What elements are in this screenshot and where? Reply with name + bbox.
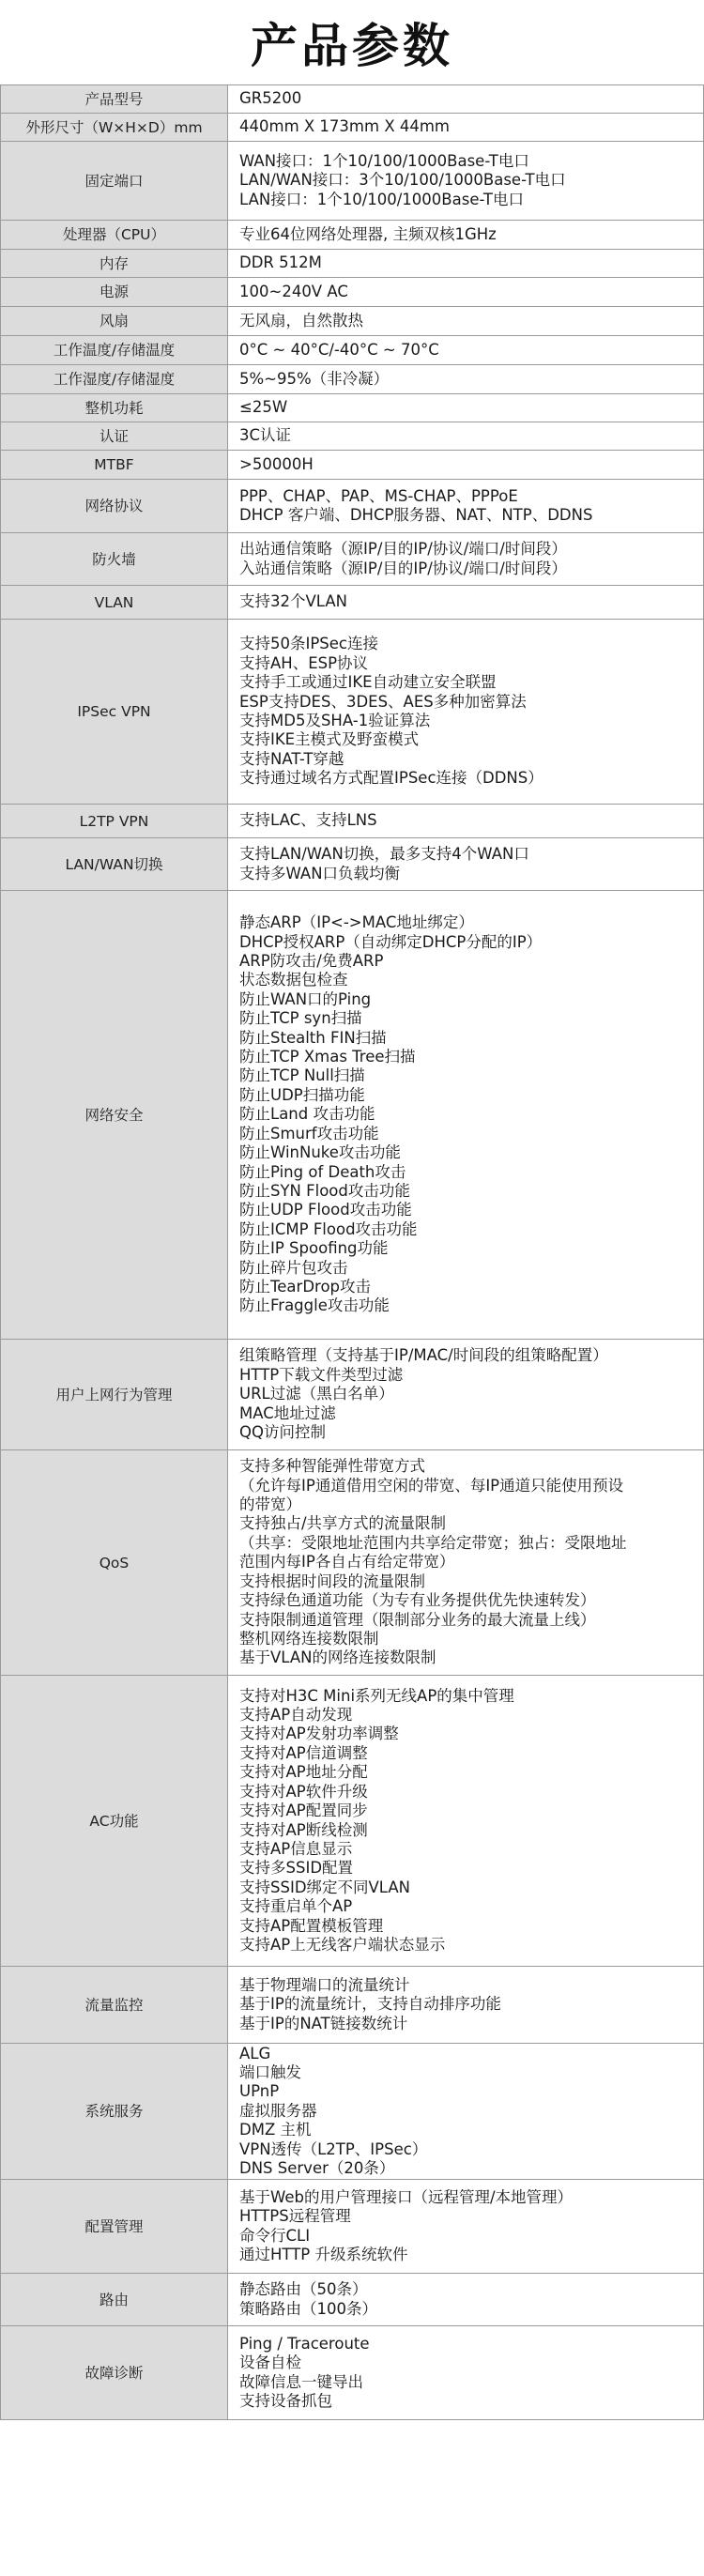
spec-value-line: 防止Fraggle攻击功能 xyxy=(239,1296,390,1315)
spec-value-line: DDR 512M xyxy=(239,253,322,272)
spec-label: AC功能 xyxy=(1,1676,228,1967)
spec-value xyxy=(228,142,704,221)
spec-row xyxy=(1,1676,704,1967)
spec-value-line: 端口触发 xyxy=(239,2062,301,2081)
spec-row xyxy=(1,250,704,278)
spec-label: 用户上网行为管理 xyxy=(1,1340,228,1450)
spec-value xyxy=(228,2274,704,2326)
spec-value-line: 支持50条IPSec连接 xyxy=(239,635,379,653)
spec-row xyxy=(1,1340,704,1450)
page-title: 产品参数 xyxy=(251,19,453,73)
spec-label: 风扇 xyxy=(1,307,228,336)
spec-value-line: 防止UDP扫描功能 xyxy=(239,1085,365,1104)
spec-label: 固定端口 xyxy=(1,142,228,221)
spec-label: QoS xyxy=(1,1450,228,1676)
spec-value-line: 通过HTTP 升级系统软件 xyxy=(239,2245,408,2263)
spec-value xyxy=(228,891,704,1340)
spec-value-line: URL过滤（黑白名单） xyxy=(239,1385,394,1403)
spec-label: 工作温度/存储温度 xyxy=(1,336,228,365)
spec-value-line: 支持AP自动发现 xyxy=(239,1706,353,1725)
spec-value-line: 100~240V AC xyxy=(239,282,348,300)
spec-label: 防火墙 xyxy=(1,533,228,586)
spec-value-line: MAC地址过滤 xyxy=(239,1403,336,1422)
spec-value xyxy=(228,221,704,250)
spec-value-line: ALG xyxy=(239,2044,271,2062)
spec-value-line: DHCP 客户端、DHCP服务器、NAT、NTP、DDNS xyxy=(239,506,593,524)
spec-value xyxy=(228,307,704,336)
spec-value-line: 支持手工或通过IKE自动建立安全联盟 xyxy=(239,673,497,692)
spec-label: 电源 xyxy=(1,278,228,307)
spec-row xyxy=(1,336,704,365)
spec-value-line: 防止Stealth FIN扫描 xyxy=(239,1028,387,1047)
spec-value-line: 设备自检 xyxy=(239,2354,301,2372)
spec-label: VLAN xyxy=(1,586,228,620)
spec-label: 故障诊断 xyxy=(1,2326,228,2420)
spec-row xyxy=(1,422,704,451)
spec-value-line: ESP支持DES、3DES、AES多种加密算法 xyxy=(239,692,527,711)
spec-value-line: 基于VLAN的网络连接数限制 xyxy=(239,1648,436,1667)
spec-value-line: 静态路由（50条） xyxy=(239,2280,368,2299)
spec-value-line: 支持AP信息显示 xyxy=(239,1839,353,1858)
spec-value-line: 支持LAN/WAN切换，最多支持4个WAN口 xyxy=(239,845,529,864)
spec-value-line: 支持通过域名方式配置IPSec连接（DDNS） xyxy=(239,769,543,788)
spec-row xyxy=(1,1450,704,1676)
spec-value-line: QQ访问控制 xyxy=(239,1423,326,1442)
spec-value xyxy=(228,422,704,451)
spec-value-line: 支持多WAN口负载均衡 xyxy=(239,864,401,882)
spec-table-body xyxy=(1,85,704,2420)
spec-value-line: 防止Ping of Death攻击 xyxy=(239,1162,406,1181)
spec-row xyxy=(1,221,704,250)
spec-value-line: 防止WinNuke攻击功能 xyxy=(239,1143,401,1162)
spec-value-line: DNS Server（20条） xyxy=(239,2159,395,2178)
spec-row xyxy=(1,307,704,336)
spec-value-line: 防止SYN Flood攻击功能 xyxy=(239,1181,410,1200)
spec-value xyxy=(228,114,704,142)
spec-value-line: 防止WAN口的Ping xyxy=(239,989,372,1008)
spec-row xyxy=(1,838,704,891)
spec-value-line: 整机网络连接数限制 xyxy=(239,1629,379,1648)
spec-value-line: 支持NAT-T穿越 xyxy=(239,749,344,768)
spec-value-line: 命令行CLI xyxy=(239,2226,311,2245)
spec-value-line: LAN接口：1个10/100/1000Base-T电口 xyxy=(239,190,524,208)
spec-value xyxy=(228,336,704,365)
spec-value-line: 支持AP上无线客户端状态显示 xyxy=(239,1935,446,1954)
spec-label: 处理器（CPU） xyxy=(1,221,228,250)
spec-value xyxy=(228,2326,704,2420)
spec-value-line: 范围内每IP各自占有给定带宽） xyxy=(239,1553,455,1572)
spec-value-line: 基于IP的流量统计，支持自动排序功能 xyxy=(239,1995,501,2014)
spec-label: MTBF xyxy=(1,451,228,480)
spec-row xyxy=(1,891,704,1340)
spec-label: 系统服务 xyxy=(1,2044,228,2180)
spec-value-line: 0°C ~ 40°C/-40°C ~ 70°C xyxy=(239,340,439,359)
spec-value-line: 支持多SSID配置 xyxy=(239,1859,354,1878)
spec-value xyxy=(228,480,704,533)
spec-value-line: 防止UDP Flood攻击功能 xyxy=(239,1201,412,1219)
spec-value-line: 支持绿色通道功能（为专有业务提供优先快速转发） xyxy=(239,1591,596,1610)
spec-value-line: Ping / Traceroute xyxy=(239,2334,370,2353)
spec-value xyxy=(228,586,704,620)
spec-value-line: 支持对AP地址分配 xyxy=(239,1763,368,1782)
spec-value-line: 防止IP Spoofing功能 xyxy=(239,1239,389,1258)
spec-label: 工作湿度/存储湿度 xyxy=(1,365,228,394)
spec-label: 网络安全 xyxy=(1,891,228,1340)
spec-value xyxy=(228,1967,704,2044)
spec-value-line: 静态ARP（IP<->MAC地址绑定） xyxy=(239,913,474,932)
spec-row xyxy=(1,85,704,114)
spec-value-line: 虚拟服务器 xyxy=(239,2101,317,2120)
spec-value-line: 支持SSID绑定不同VLAN xyxy=(239,1878,411,1896)
spec-value xyxy=(228,250,704,278)
spec-value-line: 状态数据包检查 xyxy=(239,971,348,989)
spec-value-line: 的带宽） xyxy=(239,1495,301,1514)
spec-row xyxy=(1,394,704,422)
spec-value-line: DHCP授权ARP（自动绑定DHCP分配的IP） xyxy=(239,932,543,951)
spec-value-line: ARP防攻击/免费ARP xyxy=(239,952,384,971)
spec-value-line: 防止TearDrop攻击 xyxy=(239,1277,372,1296)
spec-value-line: ≤25W xyxy=(239,398,288,417)
spec-value-line: 组策略管理（支持基于IP/MAC/时间段的组策略配置） xyxy=(239,1346,608,1365)
spec-row xyxy=(1,533,704,586)
spec-label: 产品型号 xyxy=(1,85,228,114)
spec-value-line: 入站通信策略（源IP/目的IP/协议/端口/时间段） xyxy=(239,559,567,577)
spec-value xyxy=(228,1340,704,1450)
spec-value-line: 支持AP配置模板管理 xyxy=(239,1916,384,1935)
spec-label: 流量监控 xyxy=(1,1967,228,2044)
spec-value-line: UPnP xyxy=(239,2082,280,2101)
spec-value xyxy=(228,2180,704,2274)
spec-value-line: 策略路由（100条） xyxy=(239,2299,377,2318)
spec-value-line: PPP、CHAP、PAP、MS-CHAP、PPPoE xyxy=(239,486,518,505)
spec-value-line: 防止ICMP Flood攻击功能 xyxy=(239,1219,418,1238)
spec-row xyxy=(1,2274,704,2326)
spec-value-line: HTTPS远程管理 xyxy=(239,2207,351,2226)
spec-value xyxy=(228,838,704,891)
spec-row xyxy=(1,278,704,307)
spec-value xyxy=(228,278,704,307)
spec-value-line: WAN接口：1个10/100/1000Base-T电口 xyxy=(239,151,529,170)
spec-label: 配置管理 xyxy=(1,2180,228,2274)
spec-value xyxy=(228,2044,704,2180)
spec-row xyxy=(1,620,704,805)
spec-value-line: （允许每IP通道借用空闲的带宽、每IP通道只能使用预设 xyxy=(239,1476,624,1495)
spec-value-line: HTTP下载文件类型过滤 xyxy=(239,1365,404,1384)
spec-value-line: 支持对H3C Mini系列无线AP的集中管理 xyxy=(239,1686,514,1705)
spec-value-line: 支持根据时间段的流量限制 xyxy=(239,1572,425,1590)
spec-value-line: 支持对AP软件升级 xyxy=(239,1782,368,1801)
spec-row xyxy=(1,1967,704,2044)
spec-value-line: （共享：受限地址范围内共享给定带宽；独占：受限地址 xyxy=(239,1533,627,1552)
spec-label: L2TP VPN xyxy=(1,805,228,838)
spec-row xyxy=(1,451,704,480)
spec-value-line: 支持MD5及SHA-1验证算法 xyxy=(239,712,431,729)
spec-value-line: 基于Web的用户管理接口（远程管理/本地管理） xyxy=(239,2187,574,2206)
spec-label: 路由 xyxy=(1,2274,228,2326)
spec-label: 认证 xyxy=(1,422,228,451)
spec-value-line: 支持限制通道管理（限制部分业务的最大流量上线） xyxy=(239,1610,596,1629)
spec-row xyxy=(1,805,704,838)
spec-value-line: LAN/WAN接口：3个10/100/1000Base-T电口 xyxy=(239,171,566,190)
spec-value-line: 基于IP的NAT链接数统计 xyxy=(239,2014,408,2032)
spec-label: 网络协议 xyxy=(1,480,228,533)
spec-value-line: 防止Smurf攻击功能 xyxy=(239,1124,379,1142)
spec-value-line: 支持对AP信道调整 xyxy=(239,1743,368,1762)
spec-row xyxy=(1,480,704,533)
spec-value-line: 支持对AP配置同步 xyxy=(239,1802,368,1820)
spec-value-line: 支持IKE主模式及野蛮模式 xyxy=(239,730,420,749)
spec-value xyxy=(228,1676,704,1967)
spec-value xyxy=(228,1450,704,1676)
spec-label: LAN/WAN切换 xyxy=(1,838,228,891)
spec-label: 外形尺寸（W×H×D）mm xyxy=(1,114,228,142)
spec-table xyxy=(0,84,704,2420)
spec-value xyxy=(228,620,704,805)
spec-value xyxy=(228,805,704,838)
spec-value-line: 支持多种智能弹性带宽方式 xyxy=(239,1457,425,1476)
spec-row xyxy=(1,2326,704,2420)
spec-value-line: 出站通信策略（源IP/目的IP/协议/端口/时间段） xyxy=(239,540,567,559)
spec-value-line: 防止TCP syn扫描 xyxy=(239,1009,362,1028)
spec-value xyxy=(228,451,704,480)
spec-value xyxy=(228,394,704,422)
spec-value-line: 防止TCP Xmas Tree扫描 xyxy=(239,1048,416,1066)
spec-row xyxy=(1,114,704,142)
spec-value xyxy=(228,533,704,586)
spec-row xyxy=(1,365,704,394)
spec-value-line: 支持32个VLAN xyxy=(239,592,347,611)
spec-value-line: 防止碎片包攻击 xyxy=(239,1258,348,1277)
spec-value-line: 5%~95%（非冷凝） xyxy=(239,369,390,388)
spec-label: 内存 xyxy=(1,250,228,278)
spec-value-line: 支持对AP断线检测 xyxy=(239,1820,368,1839)
spec-row xyxy=(1,586,704,620)
spec-value-line: VPN透传（L2TP、IPSec） xyxy=(239,2139,428,2158)
spec-value-line: 3C认证 xyxy=(239,426,292,445)
spec-value-line: 支持对AP发射功率调整 xyxy=(239,1725,399,1743)
spec-value-line: 专业64位网络处理器, 主频双核1GHz xyxy=(239,224,497,243)
spec-value-line: 支持LAC、支持LNS xyxy=(239,811,377,830)
spec-value-line: 基于物理端口的流量统计 xyxy=(239,1975,410,1994)
spec-row xyxy=(1,2180,704,2274)
spec-value-line: 支持AH、ESP协议 xyxy=(239,653,369,672)
spec-value xyxy=(228,85,704,114)
spec-label: IPSec VPN xyxy=(1,620,228,805)
spec-row xyxy=(1,2044,704,2180)
spec-value-line: 支持设备抓包 xyxy=(239,2391,332,2410)
spec-value-line: 防止TCP Null扫描 xyxy=(239,1066,365,1085)
spec-value-line: 支持独占/共享方式的流量限制 xyxy=(239,1514,447,1533)
spec-label: 整机功耗 xyxy=(1,394,228,422)
spec-value-line: 故障信息一键导出 xyxy=(239,2372,363,2391)
spec-value-line: 440mm X 173mm X 44mm xyxy=(239,117,451,136)
spec-value-line: 无风扇，自然散热 xyxy=(239,311,363,330)
spec-value-line: >50000H xyxy=(239,454,314,473)
spec-value-line: 支持重启单个AP xyxy=(239,1897,353,1916)
spec-value xyxy=(228,365,704,394)
spec-value-line: DMZ 主机 xyxy=(239,2121,312,2139)
spec-value-line: GR5200 xyxy=(239,89,302,108)
spec-row xyxy=(1,142,704,221)
spec-value-line: 防止Land 攻击功能 xyxy=(239,1105,375,1124)
